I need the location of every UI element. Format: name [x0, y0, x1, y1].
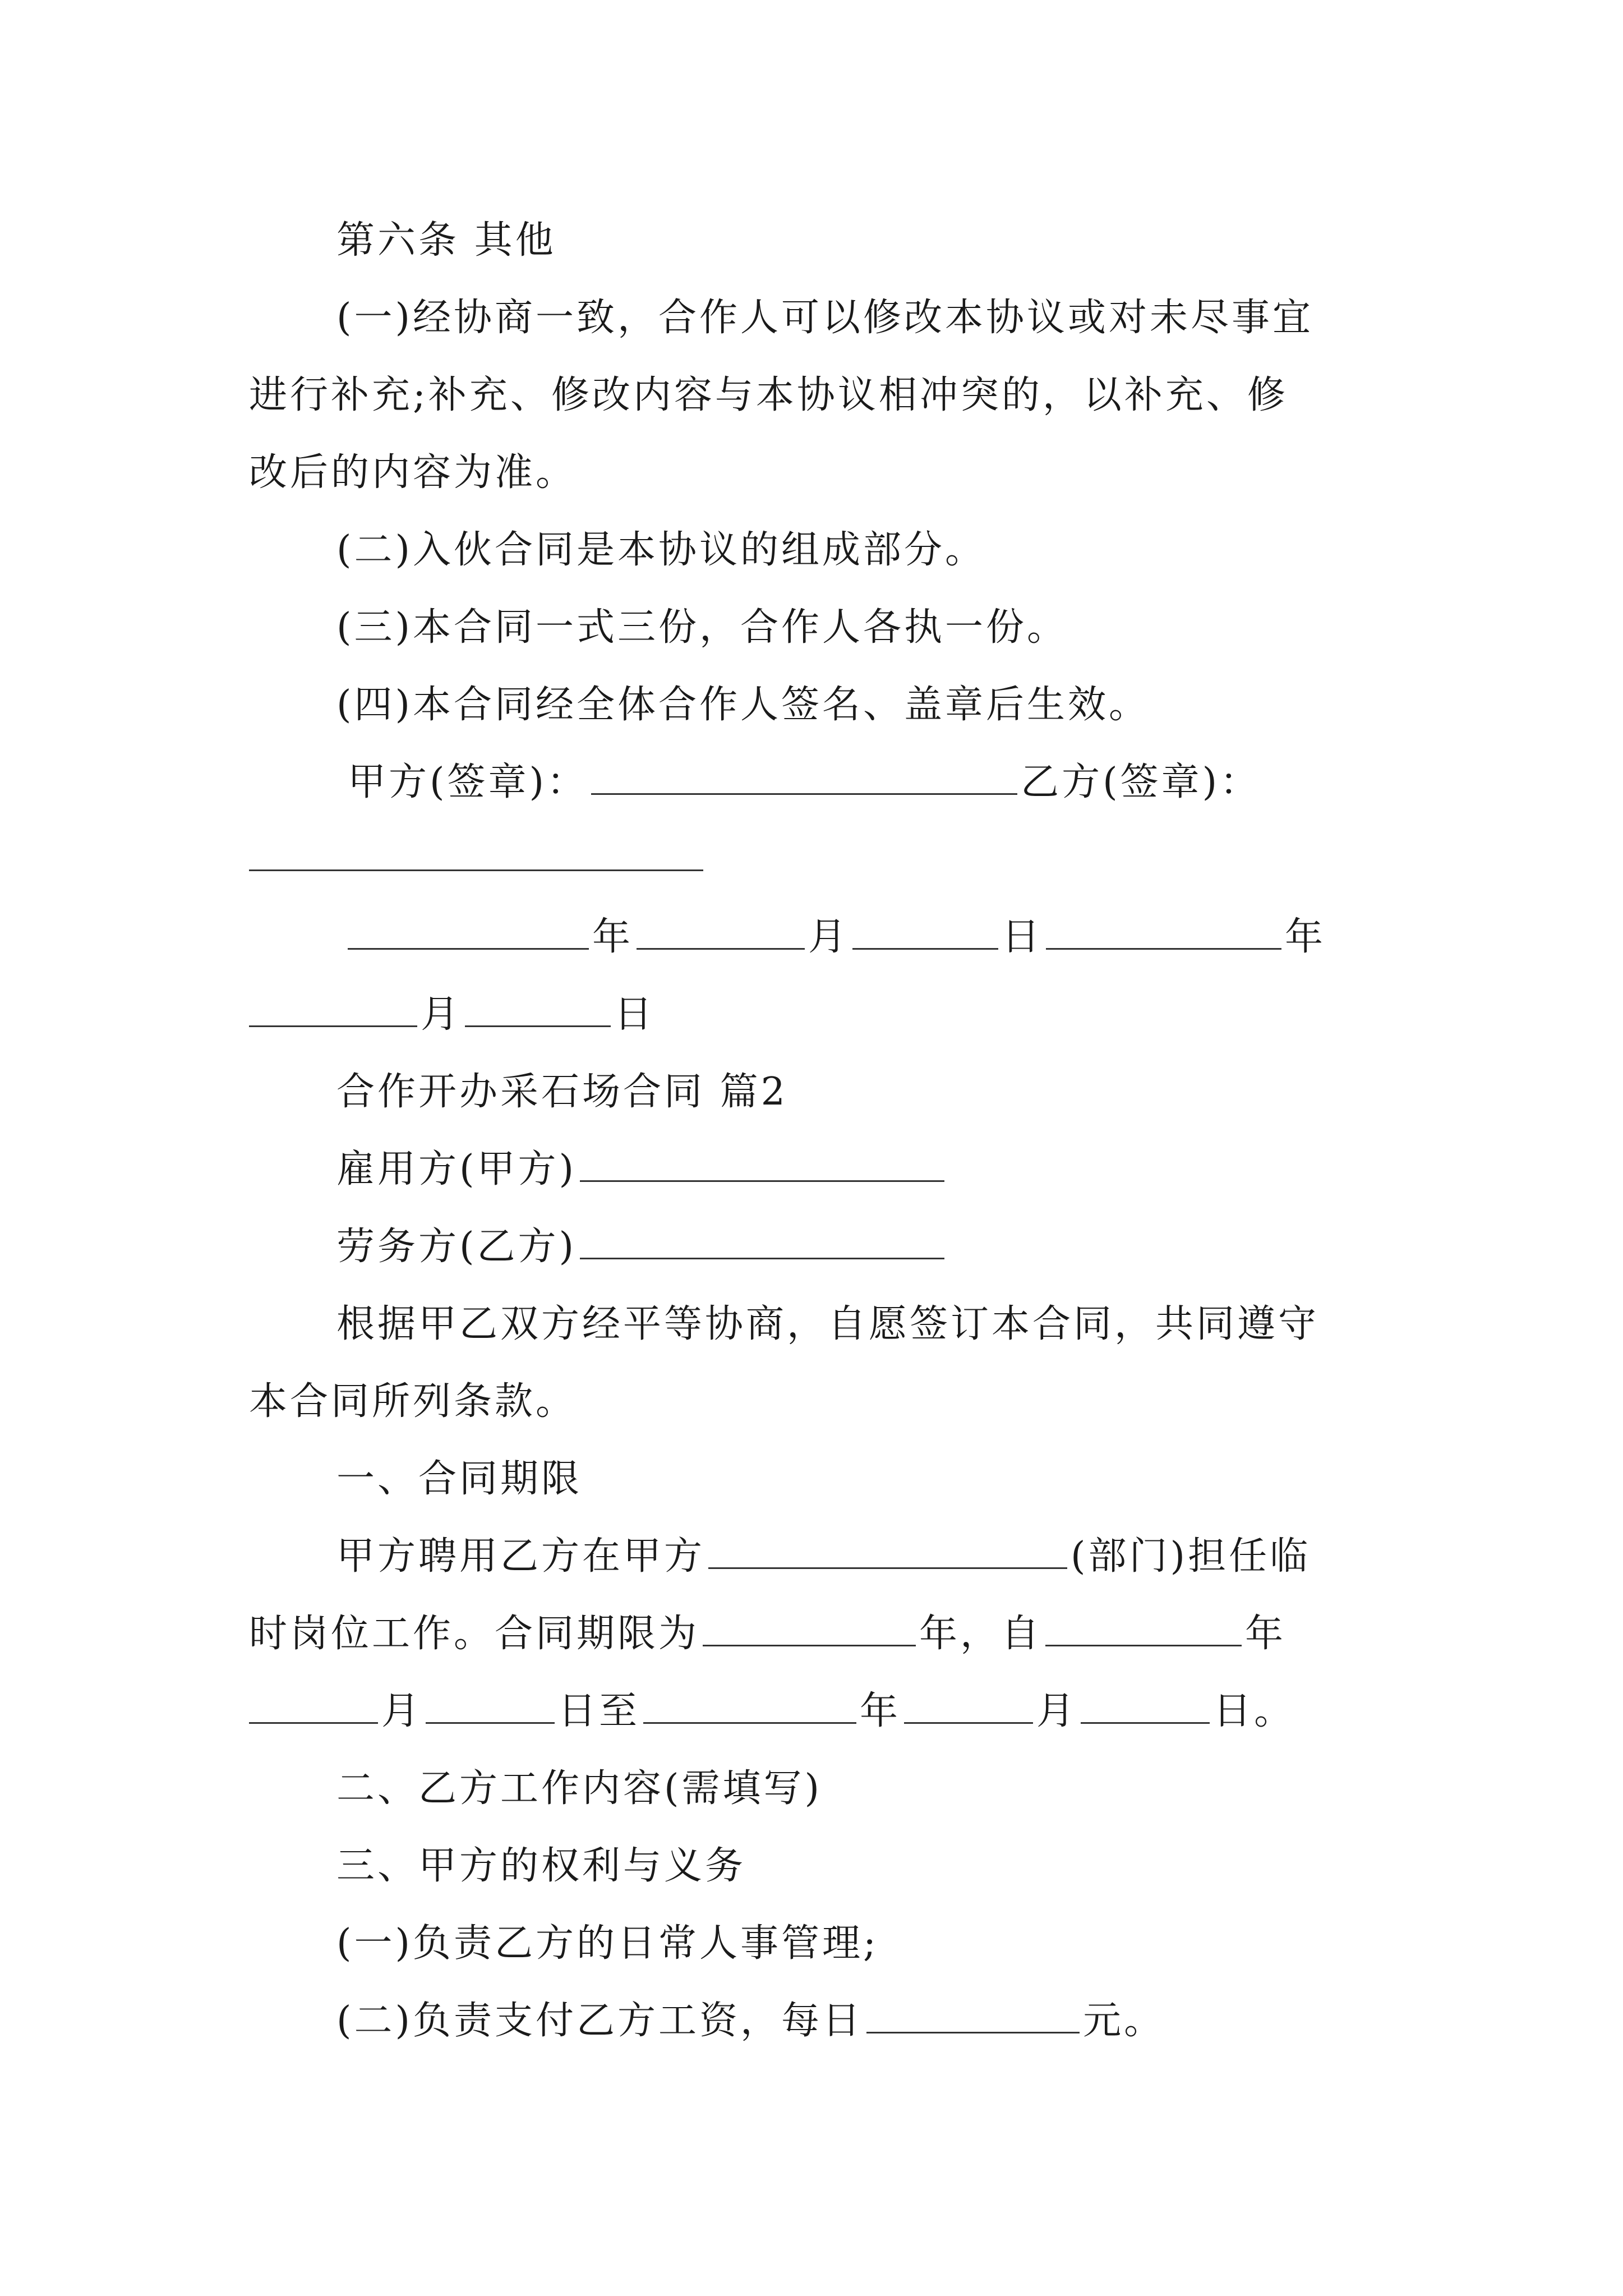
- article-6-item-3: (三)本合同一式三份，合作人各执一份。: [336, 605, 1068, 650]
- laborer-blank[interactable]: [580, 1223, 944, 1259]
- party-a-month-blank[interactable]: [637, 913, 805, 950]
- party-a-day-label: 日: [1002, 915, 1043, 959]
- laborer-label: 劳务方(乙方): [336, 1225, 577, 1269]
- term-line-1: [336, 1531, 1393, 1582]
- date-row-1: [348, 912, 1393, 963]
- end-month-blank[interactable]: [904, 1687, 1033, 1724]
- contract-2-heading: 合作开办采石场合同 篇2: [336, 1070, 788, 1114]
- duty-2-text-b: 元。: [1083, 1999, 1165, 2043]
- article-6-item-1-line-3: 改后的内容为准。: [249, 450, 577, 495]
- start-day-blank[interactable]: [426, 1687, 555, 1724]
- term-line-2-text-b: 年，自: [919, 1612, 1043, 1656]
- duty-1: (一)负责乙方的日常人事管理;: [336, 1921, 879, 1966]
- article-6-item-4: (四)本合同经全体合作人签名、盖章后生效。: [336, 683, 1150, 727]
- employer-row: [336, 1144, 1393, 1195]
- duty-2: [336, 1996, 1393, 2046]
- term-line-3: [249, 1686, 1393, 1737]
- party-b-day-blank[interactable]: [465, 991, 611, 1027]
- article-6-item-1-line-1: (一)经协商一致，合作人可以修改本协议或对未尽事宜: [336, 296, 1314, 340]
- term-line-2-text-c: 年: [1245, 1612, 1287, 1656]
- party-b-day-label: 日: [614, 992, 656, 1037]
- start-year-blank[interactable]: [1045, 1610, 1242, 1646]
- department-blank[interactable]: [708, 1533, 1067, 1569]
- party-b-month-label: 月: [421, 992, 462, 1037]
- party-b-signature-blank[interactable]: [249, 835, 703, 871]
- term-end-month-label: 月: [1036, 1689, 1078, 1733]
- term-end-day-label: 日。: [1213, 1689, 1295, 1733]
- start-month-blank[interactable]: [249, 1687, 378, 1724]
- term-years-blank[interactable]: [703, 1610, 916, 1646]
- daily-wage-blank[interactable]: [866, 1997, 1080, 2033]
- employer-label: 雇用方(甲方): [336, 1147, 577, 1191]
- duty-2-text-a: (二)负责支付乙方工资，每日: [336, 1999, 864, 2043]
- party-a-signature-blank[interactable]: [591, 758, 1017, 795]
- signature-row: [348, 757, 1404, 808]
- party-b-signature-label: 乙方(签章)：: [1021, 760, 1261, 804]
- section-3-heading: 三、甲方的权利与义务: [336, 1844, 746, 1888]
- article-6-title: 第六条 其他: [336, 218, 556, 263]
- party-a-signature-label: 甲方(签章)：: [348, 760, 588, 804]
- term-line-1-text-b: (部门)担任临: [1071, 1534, 1311, 1579]
- party-b-year-label: 年: [1285, 915, 1326, 959]
- article-6-item-1-line-2: 进行补充;补充、修改内容与本协议相冲突的，以补充、修: [249, 373, 1288, 417]
- party-b-month-blank[interactable]: [249, 991, 417, 1027]
- preamble-line-1: 根据甲乙双方经平等协商，自愿签订本合同，共同遵守: [336, 1302, 1320, 1346]
- date-row-2: [249, 990, 1393, 1040]
- employer-blank[interactable]: [580, 1145, 944, 1182]
- party-b-year-blank[interactable]: [1046, 913, 1281, 950]
- term-line-1-text-a: 甲方聘用乙方在甲方: [336, 1534, 706, 1579]
- section-1-heading: 一、合同期限: [336, 1457, 583, 1501]
- term-end-year-label: 年: [860, 1689, 901, 1733]
- party-b-signature-row: [249, 835, 1393, 885]
- party-a-month-label: 月: [808, 915, 850, 959]
- term-line-2: [249, 1609, 1393, 1659]
- term-line-2-text-a: 时岗位工作。合同期限为: [249, 1612, 700, 1656]
- end-day-blank[interactable]: [1081, 1687, 1210, 1724]
- section-2-heading: 二、乙方工作内容(需填写): [336, 1766, 823, 1811]
- preamble-line-2: 本合同所列条款。: [249, 1379, 577, 1424]
- laborer-row: [336, 1222, 1393, 1272]
- end-year-blank[interactable]: [643, 1687, 856, 1724]
- article-6-item-2: (二)入伙合同是本协议的组成部分。: [336, 528, 986, 572]
- term-start-month-label: 月: [381, 1689, 423, 1733]
- term-day-to-label: 日至: [558, 1689, 640, 1733]
- party-a-day-blank[interactable]: [852, 913, 998, 950]
- party-a-year-blank[interactable]: [348, 913, 589, 950]
- party-a-year-label: 年: [592, 915, 634, 959]
